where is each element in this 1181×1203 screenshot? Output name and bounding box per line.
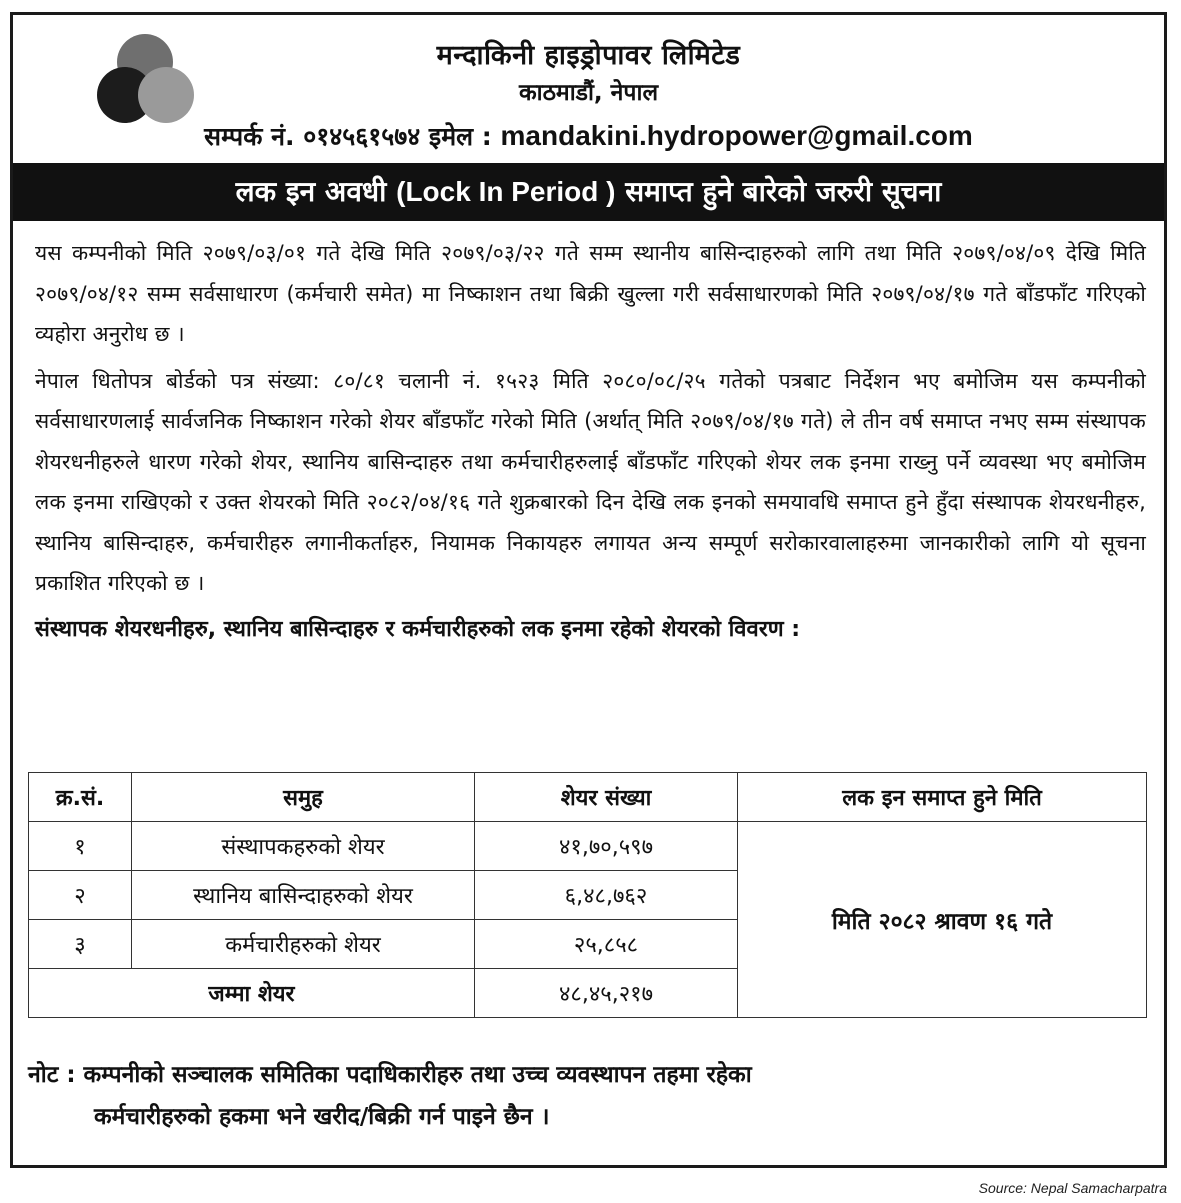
header-group: समुह [132, 773, 475, 822]
source-credit: Source: Nepal Samacharpatra [978, 1180, 1167, 1196]
contact-line [13, 119, 1164, 153]
company-name: मन्दाकिनी हाइड्रोपावर लिमिटेड [436, 40, 741, 71]
row-shares: ४१,७०,५९७ [475, 822, 738, 871]
row-serial: १ [29, 822, 132, 871]
row-serial: २ [29, 871, 132, 920]
paragraph-1: यस कम्पनीको मिति २०७९/०३/०१ गते देखि मिति २०७९/०३/२२ गते सम्म स्थानीय बासिन्दाहरुको लागि तथा मिति २०७९/०४/०९ देखि मिति २०७९/०४/१२ सम्म सर्वसाधारण (कर्मचारी समेत) मा निष्काशन तथा बिक्री खुल्ला गरी सर्वसाधारणको मिति २०७९/०४/१७ गते बाँडफाँट गरिएको व्यहोरा अनुरोध छ । [35, 241, 1146, 346]
title-latin: (Lock In Period ) [396, 176, 616, 207]
row-group: कर्मचारीहरुको शेयर [132, 920, 475, 969]
paragraph-2: नेपाल धितोपत्र बोर्डको पत्र संख्या: ८०/८१ चलानी नं. १५२३ मिति २०८०/०८/२५ गतेको पत्रबाट निर्देशन भए बमोजिम यस कम्पनीको सर्वसाधारणलाई सार्वजनिक निष्काशन गरेको शेयर बाँडफाँट गरेको मिति (अर्थात् मिति २०७९/०४/१७ गते) ले तीन वर्ष समाप्त नभए सम्म संस्थापक शेयरधनीहरुले धारण गरेको शेयर, स्थानिय बासिन्दाहरु तथा कर्मचारीहरुलाई बाँडफाँट गरिएको शेयर लक इनमा राख्नु पर्ने व्यवस्था भए बमोजिम लक इनमा राखिएको र उक्त शेयरको मिति २०८२/०४/१६ गते शुक्रबारको दिन देखि लक इनको समयावधि समाप्त हुने हुँदा संस्थापक शेयरधनीहरु, स्थानिय बासिन्दाहरु, कर्मचारीहरु लगानीकर्ताहरु, नियामक निकायहरु लगायत अन्य सम्पूर्ण सरोकारवालाहरुमा जानकारीको लागि यो सूचना प्रकाशित गरिएको छ । [35, 368, 1146, 595]
header [13, 15, 1164, 163]
note-line-1: नोट : कम्पनीको सञ्चालक समितिका पदाधिकारीहरु तथा उच्च व्यवस्थापन तहमा रहेका [28, 1062, 752, 1088]
note-line-2: कर्मचारीहरुको हकमा भने खरीद/बिक्री गर्न पाइने छैन । [94, 1104, 550, 1130]
notice-body [35, 233, 1146, 650]
lock-end-date: मिति २०८२ श्रावण १६ गते [738, 822, 1147, 1018]
total-shares: ४८,४५,२१७ [475, 969, 738, 1018]
notice-title [13, 163, 1164, 221]
title-before: लक इन अवधी [235, 175, 387, 208]
row-shares: ६,४८,७६२ [475, 871, 738, 920]
table-heading: संस्थापक शेयरधनीहरु, स्थानिय बासिन्दाहरु र कर्मचारीहरुको लक इनमा रहेको शेयरको विवरण : [35, 616, 801, 642]
header-serial: क्र.सं. [29, 773, 132, 822]
row-group: संस्थापकहरुको शेयर [132, 822, 475, 871]
share-table [28, 772, 1147, 1018]
title-after: समाप्त हुने बारेको जरुरी सूचना [625, 175, 942, 208]
note [28, 1054, 1151, 1138]
row-serial: ३ [29, 920, 132, 969]
header-lock-end: लक इन समाप्त हुने मिति [738, 773, 1147, 822]
email-address: mandakini.hydropower@gmail.com [500, 120, 973, 151]
row-shares: २५,८५८ [475, 920, 738, 969]
company-address: काठमाडौं, नेपाल [518, 80, 659, 106]
header-shares: शेयर संख्या [475, 773, 738, 822]
table-row [29, 822, 1147, 871]
table-header-row [29, 773, 1147, 822]
row-group: स्थानिय बासिन्दाहरुको शेयर [132, 871, 475, 920]
total-label: जम्मा शेयर [29, 969, 475, 1018]
contact-prefix: सम्पर्क नं. ०१४५६१५७४ इमेल : [204, 122, 492, 151]
